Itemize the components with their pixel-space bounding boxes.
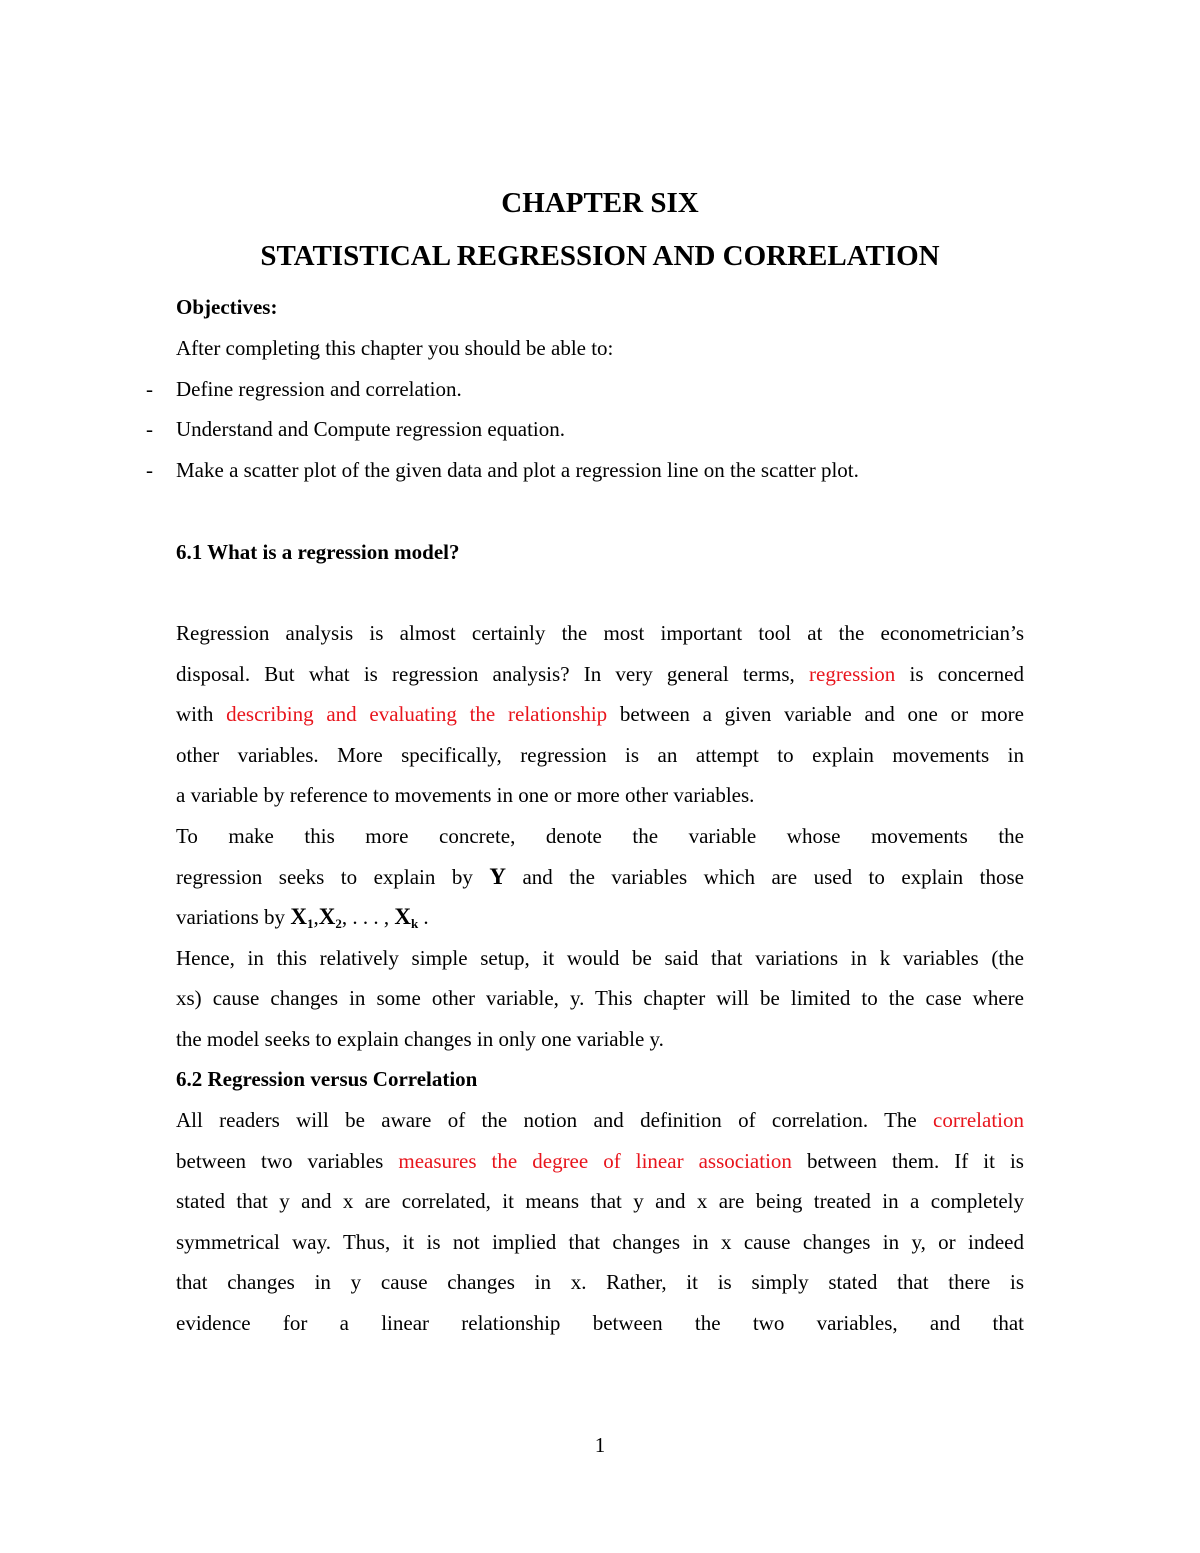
paragraph-line: evidence for a linear relationship between the two variables, and that <box>176 1311 1024 1335</box>
highlight-term: correlation <box>933 1108 1024 1132</box>
paragraph-line: that changes in y cause changes in x. Rather, it is simply stated that there is <box>176 1270 1024 1294</box>
paragraph-line: To make this more concrete, denote the variable whose movements the <box>176 824 1024 848</box>
objectives-heading: Objectives: <box>176 295 278 319</box>
objective-item: Define regression and correlation. <box>176 377 462 401</box>
paragraph-line: with describing and evaluating the relationship between a given variable and one or more <box>176 702 1024 726</box>
variable-xk: X <box>394 904 411 929</box>
section-2-heading: 6.2 Regression versus Correlation <box>176 1067 478 1091</box>
objective-item: Make a scatter plot of the given data and plot a regression line on the scatter plot. <box>176 458 859 482</box>
paragraph-line: a variable by reference to movements in one or more other variables. <box>176 783 755 807</box>
section-1-heading: 6.1 What is a regression model? <box>176 540 460 564</box>
paragraph-line: the model seeks to explain changes in only one variable y. <box>176 1027 664 1051</box>
paragraph-line: other variables. More specifically, regression is an attempt to explain movements in <box>176 743 1024 767</box>
highlight-term: regression <box>809 662 896 686</box>
highlight-phrase: measures the degree of linear association <box>398 1149 792 1173</box>
paragraph-line: symmetrical way. Thus, it is not implied that changes in x cause changes in y, or indeed <box>176 1230 1024 1254</box>
paragraph-line: stated that y and x are correlated, it means that y and x are being treated in a completely <box>176 1189 1024 1213</box>
paragraph-line: All readers will be aware of the notion and definition of correlation. The correlation <box>176 1108 1024 1132</box>
bullet-marker: - <box>146 417 153 441</box>
objectives-intro: After completing this chapter you should be able to: <box>176 336 614 360</box>
page-number: 1 <box>594 1433 606 1457</box>
paragraph-line: between two variables measures the degree of linear association between them. If it is <box>176 1149 1024 1173</box>
bullet-marker: - <box>146 458 153 482</box>
highlight-phrase: describing and evaluating the relationship <box>226 702 608 726</box>
objective-item: Understand and Compute regression equation. <box>176 417 565 441</box>
bullet-marker: - <box>146 377 153 401</box>
paragraph-line: regression seeks to explain by Y and the variables which are used to explain those <box>176 864 1024 889</box>
paragraph-line: Regression analysis is almost certainly the most important tool at the econometrician’s <box>176 621 1024 645</box>
chapter-title: STATISTICAL REGRESSION AND CORRELATION <box>260 240 940 272</box>
paragraph-line: Hence, in this relatively simple setup, it would be said that variations in k variables (the <box>176 946 1024 970</box>
chapter-label: CHAPTER SIX <box>501 187 699 219</box>
paragraph-line: variations by $X_1,X_2$, . . . , $X_k$ . <box>176 904 429 931</box>
variable-y: Y <box>489 864 506 889</box>
paragraph-line: xs) cause changes in some other variable, y. This chapter will be limited to the case where <box>176 986 1024 1010</box>
variable-x1: X <box>290 904 307 929</box>
variable-x2: X <box>318 904 336 929</box>
paragraph-line: disposal. But what is regression analysis? In very general terms, regression is concerned <box>176 662 1024 686</box>
